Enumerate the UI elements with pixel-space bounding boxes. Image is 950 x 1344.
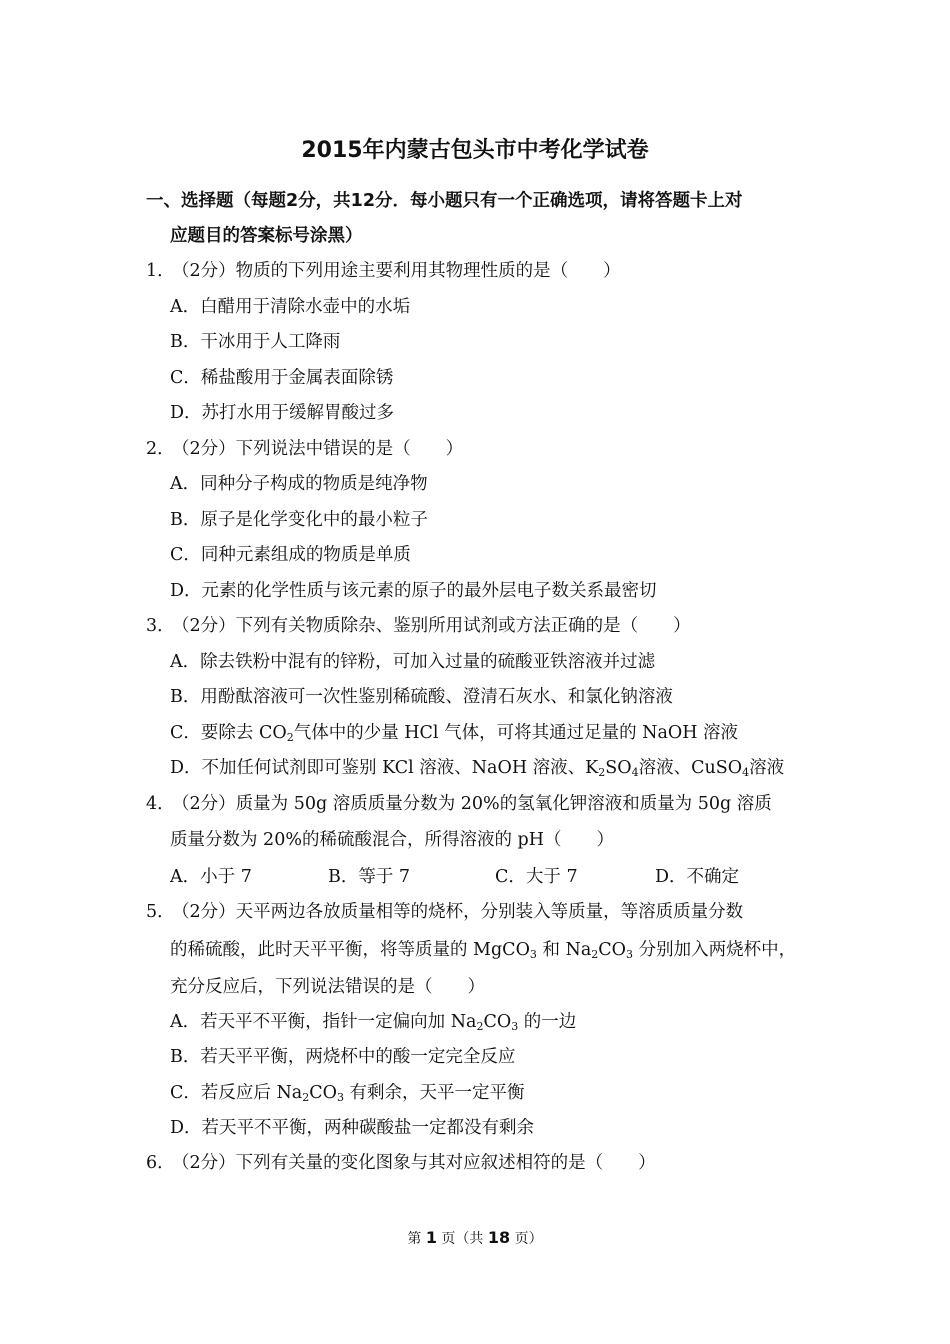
question-2-option-b: B．原子是化学变化中的最小粒子 (170, 510, 428, 530)
question-5-text-line-1: （2分）天平两边各放质量相等的烧杯，分别装入等质量，等溶质质量分数 (172, 902, 744, 922)
subscript: 3 (626, 948, 634, 961)
subscript: 2 (476, 1020, 484, 1033)
question-2-option-c: C．同种元素组成的物质是单质 (170, 545, 411, 565)
question-2-text: （2分）下列说法中错误的是（ ） (172, 439, 464, 459)
option-text: 溶液、CuSO (638, 758, 743, 778)
question-1-number: 1． (146, 261, 175, 281)
footer-text: 页（共 (436, 1231, 488, 1247)
footer-text: 第 (407, 1231, 426, 1247)
question-2-option-d: D．元素的化学性质与该元素的原子的最外层电子数关系最密切 (170, 581, 657, 601)
question-1-option-a: A．白醋用于清除水壶中的水垢 (170, 297, 411, 317)
option-text: SO (605, 758, 632, 778)
option-text: C．若反应后 Na (170, 1083, 303, 1103)
option-text: 溶液 (749, 758, 785, 778)
option-text: D．不加任何试剂即可鉴别 KCl 溶液、NaOH 溶液、K (170, 758, 599, 778)
subscript: 2 (286, 731, 294, 744)
subscript: 2 (591, 948, 599, 961)
question-4-number: 4． (146, 794, 175, 814)
question-text: 的稀硫酸，此时天平平衡，将等质量的 MgCO (170, 940, 530, 960)
subscript: 4 (631, 766, 639, 779)
question-5-option-b: B．若天平平衡，两烧杯中的酸一定完全反应 (170, 1047, 516, 1067)
question-5-option-d: D．若天平不平衡，两种碳酸盐一定都没有剩余 (170, 1118, 535, 1138)
question-1-option-b: B．干冰用于人工降雨 (170, 332, 341, 352)
question-2 (146, 437, 463, 461)
question-4-text-line-1: （2分）质量为 50g 溶质质量分数为 20%的氢氧化钾溶液和质量为 50g 溶质 (172, 794, 772, 814)
question-3-option-c (170, 721, 738, 745)
subscript: 3 (529, 948, 537, 961)
option-text: 的一边 (518, 1012, 577, 1032)
question-3-option-b: B．用酚酞溶液可一次性鉴别稀硫酸、澄清石灰水、和氯化钠溶液 (170, 687, 673, 707)
total-pages: 18 (487, 1228, 511, 1247)
section-heading-line-1: 一、选择题（每题2分，共12分．每小题只有一个正确选项，请将答题卡上对 (146, 191, 743, 211)
option-text: A．若天平不平衡，指针一定偏向加 Na (170, 1012, 477, 1032)
subscript: 2 (302, 1091, 310, 1104)
question-1-option-c: C．稀盐酸用于金属表面除锈 (170, 368, 394, 388)
question-4-option-c: C．大于 7 (495, 867, 578, 887)
question-2-number: 2． (146, 439, 175, 459)
option-text: CO (483, 1012, 512, 1032)
option-text: 气体中的少量 HCl 气体，可将其通过足量的 NaOH 溶液 (293, 723, 739, 743)
question-text: 和 Na (536, 940, 592, 960)
question-6 (146, 1151, 656, 1175)
question-3-option-a: A．除去铁粉中混有的锌粉，可加入过量的硫酸亚铁溶液并过滤 (170, 652, 656, 672)
question-3 (146, 614, 691, 638)
option-text: 有剩余，天平一定平衡 (343, 1083, 525, 1103)
page-title: 2015年内蒙古包头市中考化学试卷 (301, 138, 649, 163)
question-1-option-d: D．苏打水用于缓解胃酸过多 (170, 403, 395, 423)
question-5-option-c (170, 1081, 525, 1105)
page-number: 1 (425, 1228, 437, 1247)
question-5-text-line-3: 充分反应后，下列说法错误的是（ ） (170, 977, 485, 997)
question-5 (146, 900, 743, 924)
question-1-text: （2分）物质的下列用途主要利用其物理性质的是（ ） (172, 261, 621, 281)
question-4 (146, 792, 772, 816)
section-heading (146, 184, 826, 254)
question-2-option-a: A．同种分子构成的物质是纯净物 (170, 474, 428, 494)
question-text: CO (598, 940, 627, 960)
question-text: 分别加入两烧杯中， (633, 940, 797, 960)
question-6-text: （2分）下列有关量的变化图象与其对应叙述相符的是（ ） (172, 1153, 656, 1173)
question-5-option-a (170, 1010, 576, 1034)
question-4-text-line-2: 质量分数为 20%的稀硫酸混合，所得溶液的 pH（ ） (170, 830, 614, 850)
subscript: 2 (598, 766, 606, 779)
question-4-option-a: A．小于 7 (170, 867, 252, 887)
question-5-text-line-2 (170, 938, 796, 962)
question-3-option-d (170, 756, 784, 780)
option-text: C．要除去 CO (170, 723, 287, 743)
section-heading-line-2: 应题目的答案标号涂黑） (170, 226, 363, 246)
page-footer (0, 1228, 950, 1248)
question-6-number: 6． (146, 1153, 175, 1173)
question-3-number: 3． (146, 616, 175, 636)
question-1 (146, 259, 621, 283)
question-3-text: （2分）下列有关物质除杂、鉴别所用试剂或方法正确的是（ ） (172, 616, 691, 636)
option-text: CO (309, 1083, 337, 1103)
question-4-option-b: B．等于 7 (328, 867, 411, 887)
subscript: 4 (742, 766, 750, 779)
question-5-number: 5． (146, 902, 175, 922)
footer-text: 页） (510, 1231, 543, 1247)
subscript: 3 (511, 1020, 519, 1033)
question-4-option-d: D．不确定 (655, 867, 740, 887)
subscript: 3 (336, 1091, 344, 1104)
